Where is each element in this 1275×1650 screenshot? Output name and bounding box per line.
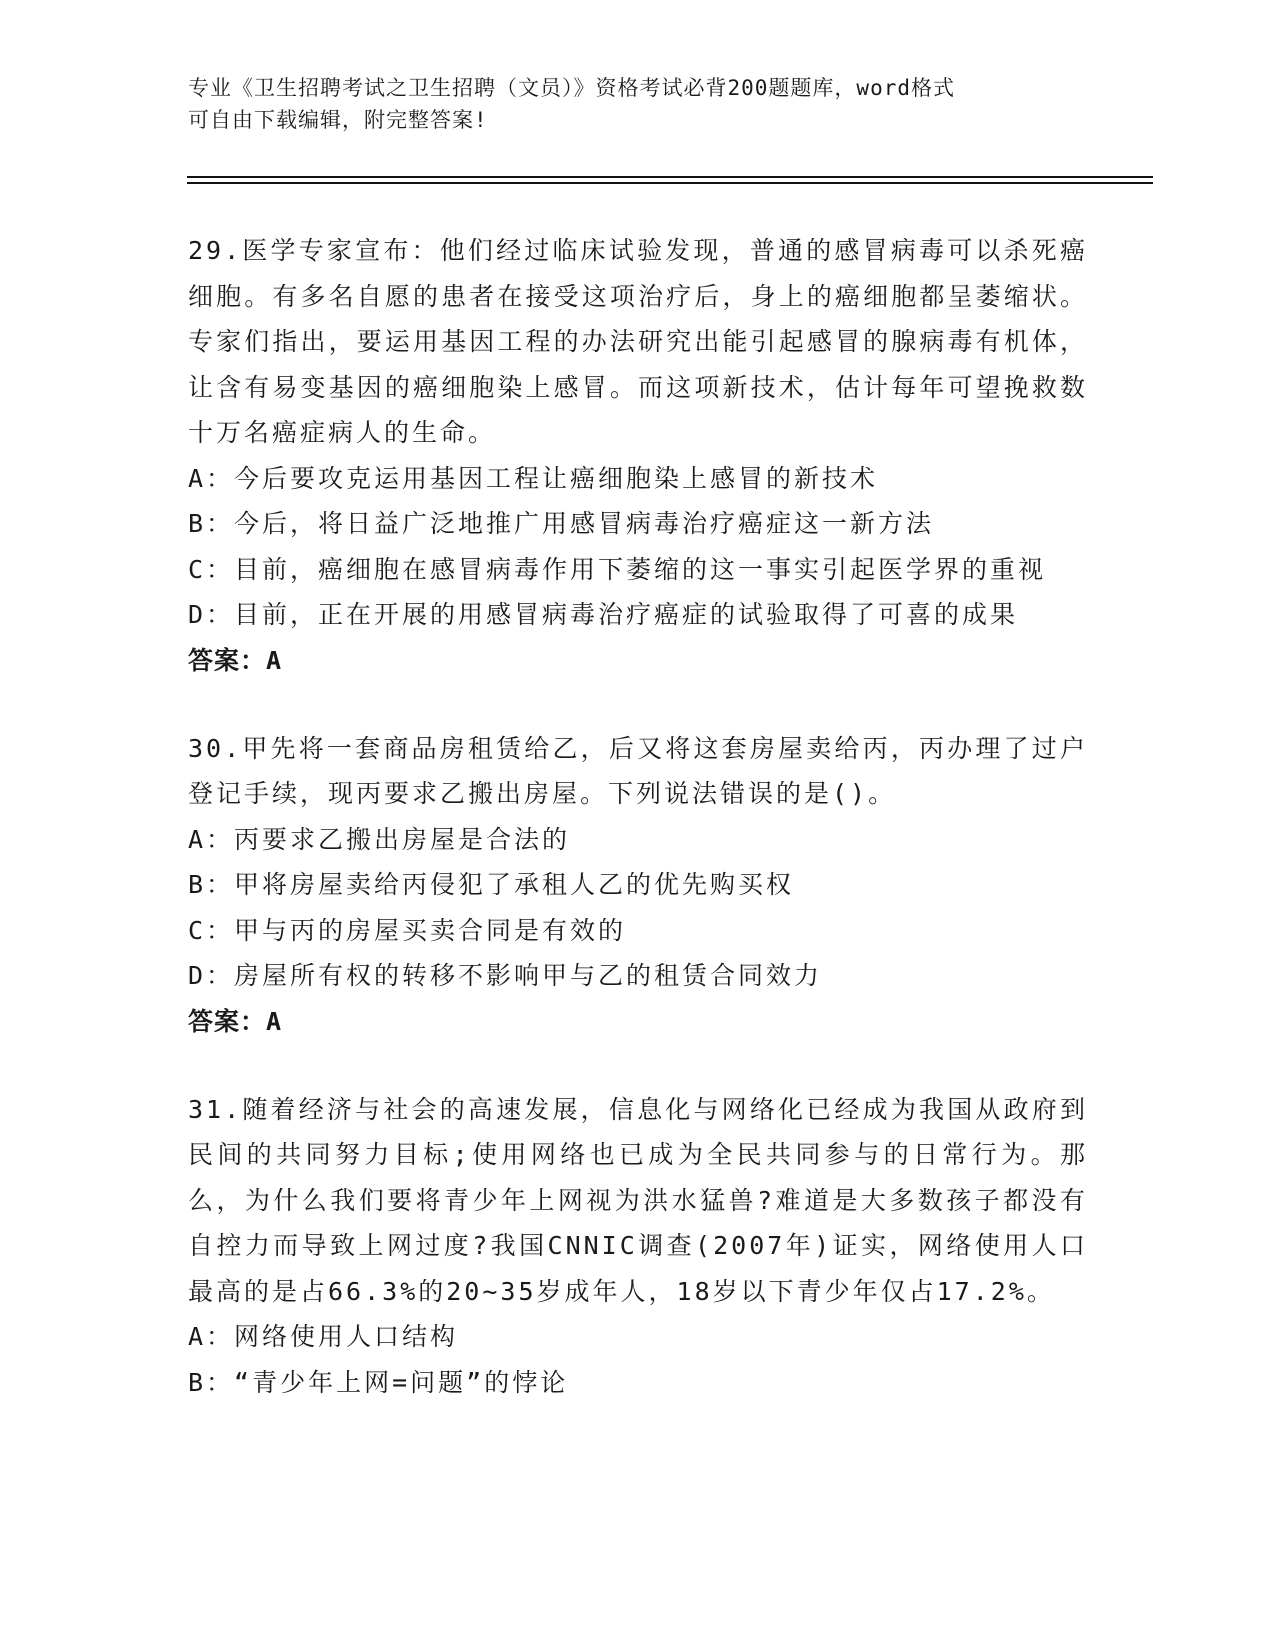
option-d: D：目前，正在开展的用感冒病毒治疗癌症的试验取得了可喜的成果	[188, 600, 1019, 629]
question-list	[188, 228, 1088, 1447]
document-header	[188, 72, 1068, 136]
header-title-line2: 可自由下载编辑，附完整答案!	[188, 108, 488, 132]
question-stem: 29.医学专家宣布：他们经过临床试验发现，普通的感冒病毒可以杀死癌细胞。有多名自愿的患者在接受这项治疗后，身上的癌细胞都呈萎缩状。专家们指出，要运用基因工程的办法研究出能引起感冒的腺病毒有机体，让含有易变基因的癌细胞染上感冒。而这项新技术，估计每年可望挽救数十万名癌症病人的生命。	[188, 236, 1088, 447]
header-title-line1: 专业《卫生招聘考试之卫生招聘（文员）》资格考试必背200题题库，word格式	[188, 76, 955, 100]
option-c: C：甲与丙的房屋买卖合同是有效的	[188, 915, 627, 945]
option-b: B：“青少年上网=问题”的悖论	[188, 1367, 569, 1397]
header-divider-bottom	[187, 182, 1153, 184]
option-c: C：目前，癌细胞在感冒病毒作用下萎缩的这一事实引起医学界的重视	[188, 554, 1047, 584]
question-29	[188, 228, 1088, 684]
answer-label: 答案：A	[188, 645, 283, 675]
header-divider-top	[187, 176, 1153, 178]
option-d: D：房屋所有权的转移不影响甲与乙的租赁合同效力	[188, 961, 823, 990]
option-a: A：丙要求乙搬出房屋是合法的	[188, 824, 571, 854]
question-31	[188, 1087, 1088, 1406]
question-30	[188, 726, 1088, 1045]
option-b: B：今后，将日益广泛地推广用感冒病毒治疗癌症这一新方法	[188, 509, 935, 538]
option-a: A：网络使用人口结构	[188, 1322, 459, 1351]
question-stem: 31.随着经济与社会的高速发展，信息化与网络化已经成为我国从政府到民间的共同努力目标;使用网络也已成为全民共同参与的日常行为。那么，为什么我们要将青少年上网视为洪水猛兽?难道是大多数孩子都没有自控力而导致上网过度?我国CNNIC调查(2007年)证实，网络使用人口最高的是占66.3%的20~35岁成年人，18岁以下青少年仅占17.2%。	[188, 1094, 1088, 1306]
option-a: A：今后要攻克运用基因工程让癌细胞染上感冒的新技术	[188, 463, 879, 493]
question-stem: 30.甲先将一套商品房租赁给乙，后又将这套房屋卖给丙，丙办理了过户登记手续，现丙要求乙搬出房屋。下列说法错误的是()。	[188, 733, 1088, 808]
option-b: B：甲将房屋卖给丙侵犯了承租人乙的优先购买权	[188, 870, 795, 899]
answer-label: 答案：A	[188, 1006, 283, 1036]
